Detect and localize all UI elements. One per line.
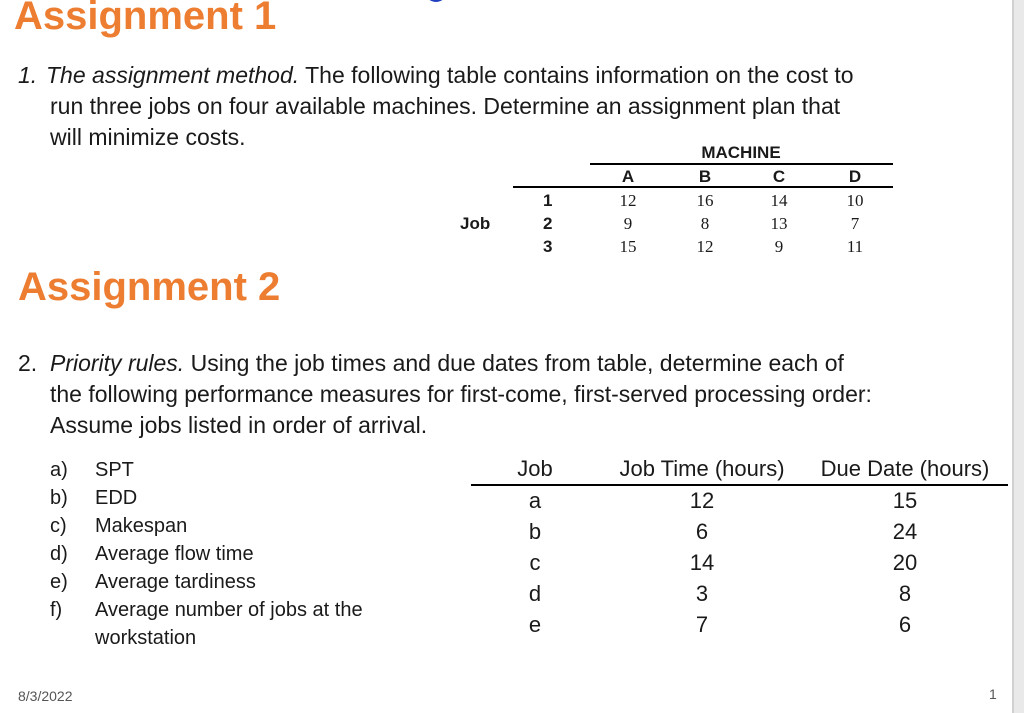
blue-letter-fragment: [425, 0, 447, 2]
cost-cell: 16: [696, 191, 714, 210]
measure-text: Makespan: [95, 515, 188, 537]
measure-label: c): [50, 515, 67, 537]
measure-label: b): [50, 487, 68, 509]
measure-text: SPT: [95, 459, 134, 481]
cost-cell: 9: [774, 237, 784, 256]
machine-header-rule: [590, 163, 893, 165]
measure-label: a): [50, 459, 68, 481]
machine-column-header: D: [848, 167, 862, 186]
assignment-1-title: Assignment 1: [14, 0, 277, 38]
problem-number: 1.: [18, 62, 38, 88]
problem-line-1: The following table contains information on the cost to: [299, 62, 854, 88]
job-table-header: Job Time (hours): [619, 456, 785, 481]
job-number: 3: [543, 237, 553, 256]
measure-text: EDD: [95, 487, 138, 509]
job-table-cell: 14: [689, 550, 715, 575]
problem-line-3: will minimize costs.: [50, 124, 246, 150]
machine-header: MACHINE: [701, 143, 781, 162]
measure-continuation: workstation: [95, 627, 197, 649]
cost-cell: 10: [846, 191, 864, 210]
job-table-header-rule: [471, 484, 1008, 486]
job-table-cell: 24: [892, 519, 918, 544]
job-row-label: Job: [460, 214, 491, 233]
cost-cell: 11: [846, 237, 864, 256]
machine-column-header: B: [698, 167, 712, 186]
cost-cell: 13: [770, 214, 788, 233]
cost-cell: 7: [850, 214, 860, 233]
problem-lead: Priority rules.: [50, 350, 185, 376]
cost-cell: 12: [619, 191, 637, 210]
problem-line-2: the following performance measures for first-come, first-served processing order:: [50, 381, 872, 407]
job-table-cell: b: [528, 519, 542, 544]
job-table-cell: d: [528, 581, 542, 606]
cost-cell: 12: [696, 237, 714, 256]
job-table-cell: 12: [689, 488, 715, 513]
assignment-2-title: Assignment 2: [18, 265, 281, 309]
job-table-cell: 20: [892, 550, 918, 575]
job-table-header: Job: [517, 456, 553, 481]
measure-label: e): [50, 571, 68, 593]
job-number: 1: [543, 191, 553, 210]
job-table-cell: 7: [695, 612, 709, 637]
cost-cell: 9: [623, 214, 633, 233]
machine-column-header: A: [621, 167, 635, 186]
measure-text: Average tardiness: [95, 571, 256, 593]
job-table-cell: 6: [898, 612, 912, 637]
measure-text: Average number of jobs at the: [95, 599, 363, 621]
job-table-header: Due Date (hours): [820, 456, 990, 481]
machine-column-header: C: [772, 167, 786, 186]
job-table-cell: 6: [695, 519, 709, 544]
job-table-cell: e: [528, 612, 542, 637]
footer-page-number: 1: [989, 686, 997, 702]
job-table-cell: 15: [892, 488, 918, 513]
job-table-cell: 8: [898, 581, 912, 606]
job-table-cell: a: [528, 488, 542, 513]
job-number: 2: [543, 214, 553, 233]
measure-label: f): [50, 599, 63, 621]
cost-cell: 8: [700, 214, 710, 233]
problem-line-2: run three jobs on four available machines. Determine an assignment plan that: [50, 93, 841, 119]
problem-lead: The assignment method.: [46, 62, 300, 88]
measure-label: d): [50, 543, 68, 565]
job-table-cell: 3: [695, 581, 709, 606]
problem-line-1: Using the job times and due dates from table, determine each of: [184, 350, 844, 376]
cost-cell: 14: [770, 191, 788, 210]
problem-number: 2.: [18, 350, 38, 376]
footer-date: 8/3/2022: [18, 688, 73, 704]
cost-cell: 15: [619, 237, 637, 256]
job-table-cell: c: [529, 550, 541, 575]
problem-line-3: Assume jobs listed in order of arrival.: [50, 412, 428, 438]
slide-edge-bar: [1014, 0, 1024, 713]
measure-text: Average flow time: [95, 543, 254, 565]
